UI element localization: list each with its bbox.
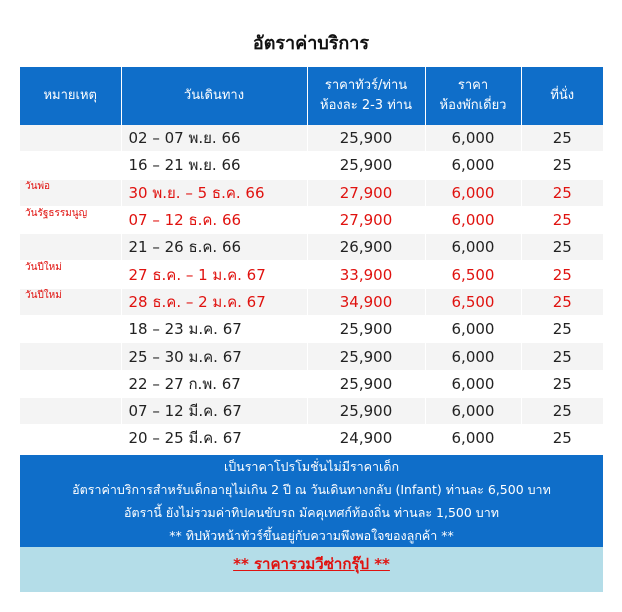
row-seats: 25 [521, 261, 603, 288]
row-seats: 25 [521, 288, 603, 315]
row-dates: 20 – 25 มี.ค. 67 [121, 425, 307, 452]
row-remark [20, 425, 121, 452]
header-seats: ที่นั่ง [521, 67, 603, 125]
row-seats: 25 [521, 206, 603, 233]
row-price: 25,900 [307, 397, 425, 424]
info-line-leader-tip: ** ทิปหัวหน้าทัวร์ขึ้นอยู่กับความพึงพอใจของลูกค้า ** [169, 528, 454, 543]
row-seats: 25 [521, 234, 603, 261]
row-remark [20, 152, 121, 179]
row-remark [20, 370, 121, 397]
row-single: 6,000 [425, 152, 521, 179]
header-single-line1: ราคา [457, 78, 489, 93]
table-row [20, 370, 603, 397]
visa-banner-text: ** ราคารวมวีซ่ากรุ๊ป ** [233, 555, 390, 573]
row-price: 34,900 [307, 288, 425, 315]
table-row [20, 288, 603, 315]
header-remark: หมายเหตุ [20, 67, 121, 125]
info-line-infant: อัตราค่าบริการสำหรับเด็กอายุไม่เกิน 2 ปี ณ วันเดินทางกลับ (Infant) ท่านละ 6,500 บาท [72, 482, 551, 497]
info-box [20, 455, 603, 547]
row-single: 6,000 [425, 397, 521, 424]
row-dates: 07 – 12 ธ.ค. 66 [121, 206, 307, 233]
info-line-tips: อัตรานี้ ยังไม่รวมค่าทิปคนขับรถ มัคคุเทศก์ท้องถิ่น ท่านละ 1,500 บาท [123, 505, 500, 520]
row-price: 24,900 [307, 425, 425, 452]
page-title: อัตราค่าบริการ [252, 33, 370, 54]
row-dates: 28 ธ.ค. – 2 ม.ค. 67 [121, 288, 307, 315]
table-row [20, 179, 603, 206]
table-row [20, 316, 603, 343]
row-dates: 07 – 12 มี.ค. 67 [121, 397, 307, 424]
row-single: 6,000 [425, 234, 521, 261]
row-single: 6,500 [425, 288, 521, 315]
row-price: 27,900 [307, 179, 425, 206]
row-price: 25,900 [307, 125, 425, 152]
row-price: 25,900 [307, 316, 425, 343]
table-row [20, 425, 603, 452]
row-single: 6,500 [425, 261, 521, 288]
row-price: 25,900 [307, 370, 425, 397]
row-dates: 16 – 21 พ.ย. 66 [121, 152, 307, 179]
table-row [20, 261, 603, 288]
row-seats: 25 [521, 179, 603, 206]
row-remark [20, 316, 121, 343]
row-seats: 25 [521, 152, 603, 179]
row-remark: วันปีใหม่ [20, 288, 121, 315]
info-line-promo: เป็นราคาโปรโมชั่นไม่มีราคาเด็ก [223, 459, 400, 474]
row-seats: 25 [521, 125, 603, 152]
row-remark: วันพ่อ [20, 179, 121, 206]
row-single: 6,000 [425, 206, 521, 233]
row-price: 33,900 [307, 261, 425, 288]
row-single: 6,000 [425, 370, 521, 397]
row-seats: 25 [521, 397, 603, 424]
row-remark [20, 234, 121, 261]
table-row [20, 343, 603, 370]
row-price: 25,900 [307, 343, 425, 370]
row-seats: 25 [521, 343, 603, 370]
header-dates: วันเดินทาง [121, 67, 307, 125]
visa-banner [20, 547, 603, 592]
price-table [20, 67, 603, 453]
row-single: 6,000 [425, 179, 521, 206]
table-row [20, 206, 603, 233]
row-dates: 25 – 30 ม.ค. 67 [121, 343, 307, 370]
header-price [307, 67, 425, 125]
row-dates: 18 – 23 ม.ค. 67 [121, 316, 307, 343]
row-single: 6,000 [425, 343, 521, 370]
header-price-line2: ห้องละ 2-3 ท่าน [320, 98, 412, 113]
row-single: 6,000 [425, 316, 521, 343]
header-single [425, 67, 521, 125]
row-price: 26,900 [307, 234, 425, 261]
row-remark [20, 125, 121, 152]
table-row [20, 152, 603, 179]
row-dates: 22 – 27 ก.พ. 67 [121, 370, 307, 397]
row-dates: 02 – 07 พ.ย. 66 [121, 125, 307, 152]
row-remark [20, 397, 121, 424]
table-row [20, 125, 603, 152]
row-remark [20, 343, 121, 370]
row-dates: 21 – 26 ธ.ค. 66 [121, 234, 307, 261]
row-seats: 25 [521, 370, 603, 397]
row-remark: วันรัฐธรรมนูญ [20, 206, 121, 233]
row-price: 25,900 [307, 152, 425, 179]
row-single: 6,000 [425, 125, 521, 152]
row-remark: วันปีใหม่ [20, 261, 121, 288]
table-row [20, 397, 603, 424]
row-price: 27,900 [307, 206, 425, 233]
header-single-line2: ห้องพักเดี่ยว [439, 98, 507, 113]
row-dates: 30 พ.ย. – 5 ธ.ค. 66 [121, 179, 307, 206]
table-row [20, 234, 603, 261]
row-seats: 25 [521, 316, 603, 343]
row-seats: 25 [521, 425, 603, 452]
table-header-row [20, 67, 603, 125]
row-single: 6,000 [425, 425, 521, 452]
header-price-line1: ราคาทัวร์/ท่าน [324, 78, 408, 93]
row-dates: 27 ธ.ค. – 1 ม.ค. 67 [121, 261, 307, 288]
